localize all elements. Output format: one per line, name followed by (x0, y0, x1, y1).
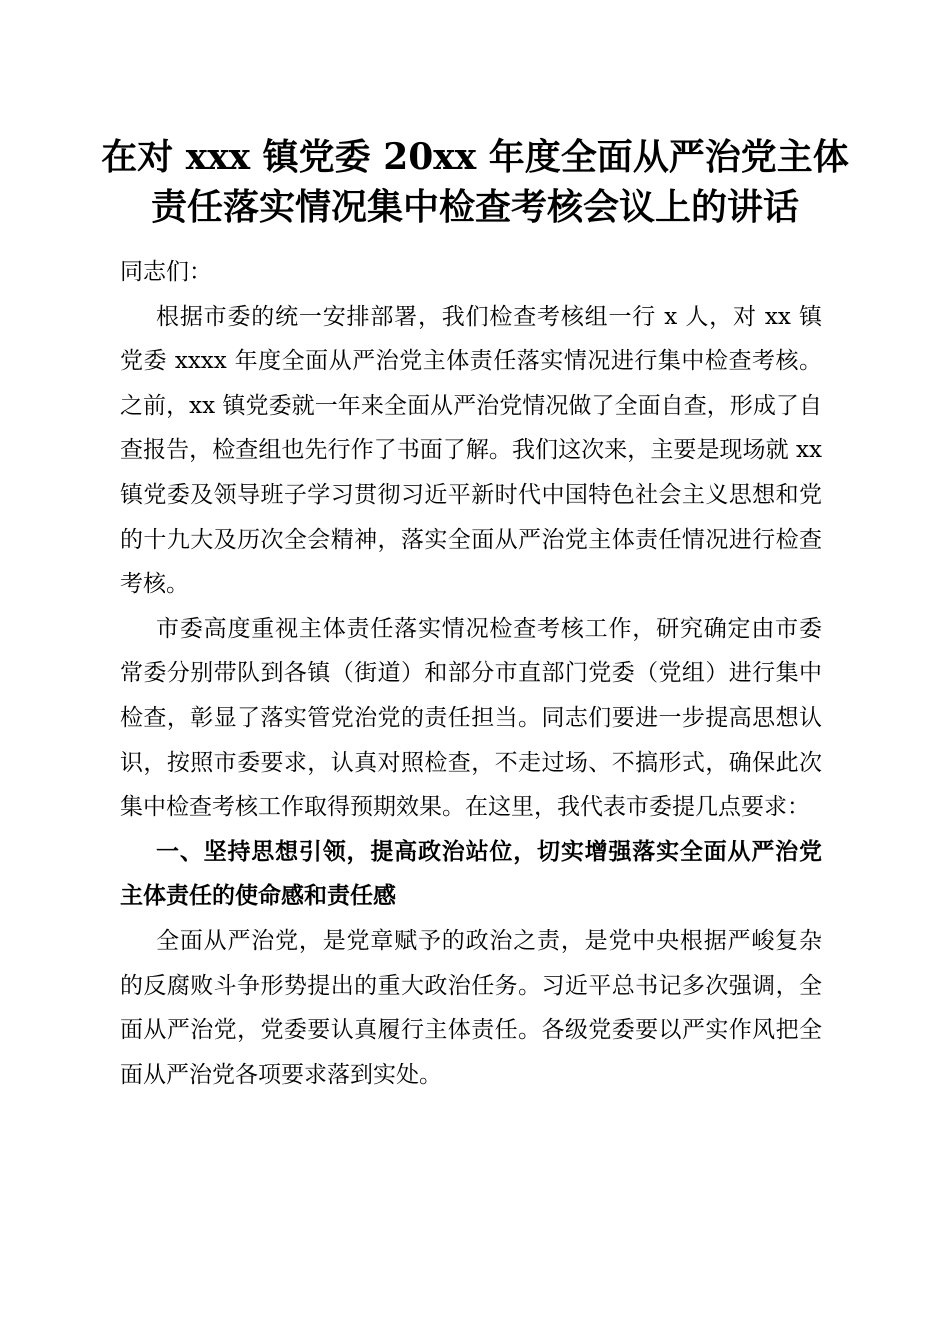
title-line-1: 在对 xxx 镇党委 20xx 年度全面从严治党主体 (101, 136, 849, 178)
document-title (100, 132, 850, 232)
document-body (120, 250, 822, 1097)
paragraph-3: 全面从严治党，是党章赋予的政治之责，是党中央根据严峻复杂的反腐败斗争形势提出的重大政治任务。习近平总书记多次强调，全面从严治党，党委要认真履行主体责任。各级党委要以严实作风把全面从严治党各项要求落到实处。 (120, 927, 822, 1088)
section-heading-1: 一、坚持思想引领，提高政治站位，切实增强落实全面从严治党主体责任的使命感和责任感 (120, 838, 822, 910)
paragraph-1: 根据市委的统一安排部署，我们检查考核组一行 x 人，对 xx 镇党委 xxxx 年度全面从严治党主体责任落实情况进行集中检查考核。之前，xx 镇党委就一年来全面从严治党情况做了全面自查，形成了自查报告，检查组也先行作了书面了解。我们这次来，主要是现场就 xx 镇党委及领导班子学习贯彻习近平新时代中国特色社会主义思想和党的十九大及历次全会精神，落实全面从严治党主体责任情况进行检查考核。 (120, 303, 822, 598)
paragraph-2: 市委高度重视主体责任落实情况检查考核工作，研究确定由市委常委分别带队到各镇（街道）和部分市直部门党委（党组）进行集中检查，彰显了落实管党治党的责任担当。同志们要进一步提高思想认识，按照市委要求，认真对照检查，不走过场、不搞形式，确保此次集中检查考核工作取得预期效果。在这里，我代表市委提几点要求： (120, 615, 822, 821)
title-line-2: 责任落实情况集中检查考核会议上的讲话 (150, 186, 799, 228)
greeting: 同志们： (120, 259, 212, 285)
